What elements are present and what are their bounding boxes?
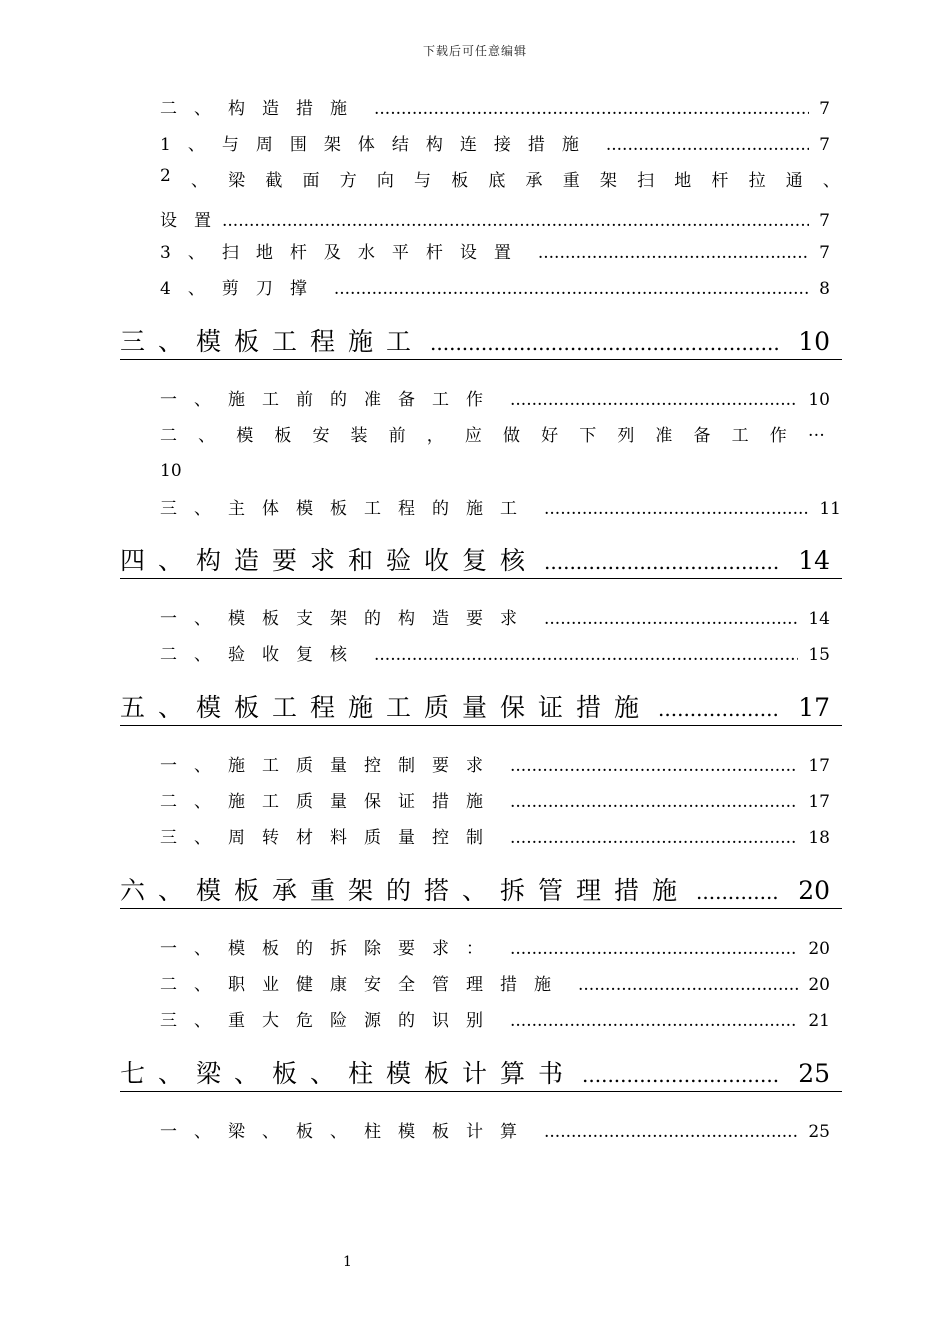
toc-char: 模 [236, 426, 254, 446]
toc-heading-label: 七、梁、板、柱模板计算书 [120, 1059, 577, 1088]
toc-entry-label: 一、梁、板、柱模板计算 [160, 1122, 534, 1142]
leader-dots [658, 697, 780, 721]
toc-entry-label: 二、施工质量保证措施 [160, 792, 500, 812]
toc-entry-wrapped[interactable] [160, 421, 840, 481]
toc-char: 前 [388, 426, 406, 446]
toc-char: 重 [562, 171, 580, 191]
leader-dots [374, 99, 809, 119]
toc-entry-page: 8 [819, 279, 830, 299]
leader-dots [544, 609, 798, 629]
leader-dots [544, 499, 809, 519]
toc-entry[interactable] [160, 823, 830, 848]
toc-char: 拉 [748, 171, 766, 191]
toc-heading-section-5[interactable] [120, 688, 842, 726]
leader-dots [582, 1063, 780, 1087]
leader-dots [606, 135, 809, 155]
toc-entry-label: 4、剪刀撑 [160, 279, 324, 299]
leader-dots [334, 279, 809, 299]
toc-heading-label: 六、模板承重架的搭、拆管理措施 [120, 876, 691, 905]
toc-entry[interactable] [160, 494, 841, 519]
leader-dots [544, 1122, 798, 1142]
page-number: 1 [343, 1254, 352, 1270]
toc-heading-section-3[interactable] [120, 322, 842, 360]
leader-dots [222, 211, 809, 231]
toc-heading-section-6[interactable] [120, 871, 842, 909]
toc-char: 安 [312, 426, 330, 446]
toc-entry-page: 20 [808, 939, 830, 959]
toc-char: 二 [160, 426, 177, 446]
toc-char: 板 [274, 426, 292, 446]
toc-entry-page: 14 [808, 609, 830, 629]
toc-char: 下 [579, 426, 597, 446]
leader-dots [510, 390, 798, 410]
page-header: 下载后可任意编辑 [422, 44, 527, 58]
toc-heading-label: 五、模板工程施工质量保证措施 [120, 693, 653, 722]
toc-entry-page: 18 [808, 828, 830, 848]
toc-char: 做 [502, 426, 520, 446]
toc-char: 备 [693, 426, 711, 446]
toc-char: 扫 [637, 171, 655, 191]
toc-entry[interactable] [160, 238, 830, 263]
toc-entry-page: 10 [808, 390, 830, 410]
leader-dots [510, 939, 798, 959]
toc-char: 地 [674, 171, 692, 191]
toc-entry[interactable] [160, 787, 830, 812]
toc-entry-line2 [160, 461, 840, 481]
toc-entry-line1 [160, 421, 825, 446]
toc-entry-page: 7 [819, 211, 830, 231]
toc-heading-label: 四、构造要求和验收复核 [120, 546, 539, 575]
toc-entry-page: 25 [808, 1122, 830, 1142]
leader-dots [544, 550, 780, 574]
leader-dots [510, 828, 798, 848]
leader-dots [696, 880, 780, 904]
toc-entry[interactable] [160, 1117, 830, 1142]
toc-entry[interactable] [160, 640, 830, 665]
toc-heading-page: 10 [798, 327, 830, 356]
toc-entry-label: 1、与周围架体结构连接措施 [160, 135, 596, 155]
toc-entry-page: 21 [808, 1011, 830, 1031]
toc-char: 好 [541, 426, 559, 446]
toc-entry-page: 15 [808, 645, 830, 665]
toc-heading-page: 14 [798, 546, 830, 575]
toc-entry[interactable] [160, 1006, 830, 1031]
toc-char: 板 [451, 171, 469, 191]
toc-char: 梁 [228, 171, 246, 191]
toc-entry-label: 一、模板支架的构造要求 [160, 609, 534, 629]
toc-char: 、 [198, 426, 216, 446]
leader-dots [578, 975, 798, 995]
toc-entry-page: 7 [819, 99, 830, 119]
leader-dots [430, 331, 780, 355]
toc-heading-label: 三、模板工程施工 [120, 327, 425, 356]
toc-entry[interactable] [160, 934, 830, 959]
leader-dots [510, 1011, 798, 1031]
toc-char: … [807, 421, 825, 441]
toc-entry[interactable] [160, 385, 830, 410]
toc-entry-label: 一、施工前的准备工作 [160, 390, 500, 410]
toc-entry-page: 10 [160, 461, 182, 481]
toc-entry-label: 三、主体模板工程的施工 [160, 499, 534, 519]
toc-char: 方 [339, 171, 357, 191]
toc-char: 2 [160, 166, 171, 186]
toc-char: 通 [785, 171, 803, 191]
toc-entry-page: 7 [819, 243, 830, 263]
toc-entry[interactable] [160, 604, 830, 629]
toc-heading-section-7[interactable] [120, 1054, 842, 1092]
toc-char: 截 [265, 171, 283, 191]
toc-entry-label: 二、职业健康安全管理措施 [160, 975, 568, 995]
toc-entry-label: 三、重大危险源的识别 [160, 1011, 500, 1031]
toc-char: 底 [488, 171, 506, 191]
toc-entry-label: 二、验收复核 [160, 645, 364, 665]
toc-entry-page: 17 [808, 756, 830, 776]
toc-heading-page: 17 [798, 693, 830, 722]
toc-char: 面 [302, 171, 320, 191]
toc-char: 列 [617, 426, 635, 446]
toc-char: 准 [655, 426, 673, 446]
toc-entry-line1 [160, 166, 840, 191]
toc-entry-page: 20 [808, 975, 830, 995]
toc-char: 与 [414, 171, 432, 191]
toc-entry-label: 三、周转材料质量控制 [160, 828, 500, 848]
toc-heading-page: 25 [798, 1059, 830, 1088]
toc-entry[interactable] [160, 274, 830, 299]
toc-entry-label: 一、施工质量控制要求 [160, 756, 500, 776]
leader-dots [510, 792, 798, 812]
toc-char: 、 [191, 171, 208, 191]
toc-char: 装 [350, 426, 368, 446]
toc-char: 应 [464, 426, 482, 446]
toc-entry-page: 11 [819, 499, 841, 519]
toc-entry-wrapped[interactable] [160, 166, 840, 231]
toc-entry-label: 一、模板的拆除要求： [160, 939, 500, 959]
toc-char: ， [426, 426, 444, 446]
toc-char: 杆 [711, 171, 729, 191]
toc-char: 承 [525, 171, 543, 191]
toc-entry-line2 [160, 206, 840, 231]
leader-dots [374, 645, 798, 665]
toc-char: 向 [376, 171, 394, 191]
toc-entry-label: 3、扫地杆及水平杆设置 [160, 243, 528, 263]
toc-entry[interactable] [160, 130, 830, 155]
toc-entry[interactable] [160, 751, 830, 776]
toc-char: 作 [769, 426, 787, 446]
toc-char: 工 [731, 426, 749, 446]
leader-dots [538, 243, 809, 263]
toc-heading-page: 20 [798, 876, 830, 905]
toc-entry-label: 二、构造措施 [160, 99, 364, 119]
toc-char: 、 [822, 171, 840, 191]
leader-dots [510, 756, 798, 776]
toc-entry-page: 7 [819, 135, 830, 155]
toc-heading-section-4[interactable] [120, 541, 842, 579]
toc-entry-label-cont: 设置 [160, 211, 228, 231]
toc-entry-page: 17 [808, 792, 830, 812]
toc-entry[interactable] [160, 94, 830, 119]
toc-entry[interactable] [160, 970, 830, 995]
toc-char: 架 [599, 171, 617, 191]
